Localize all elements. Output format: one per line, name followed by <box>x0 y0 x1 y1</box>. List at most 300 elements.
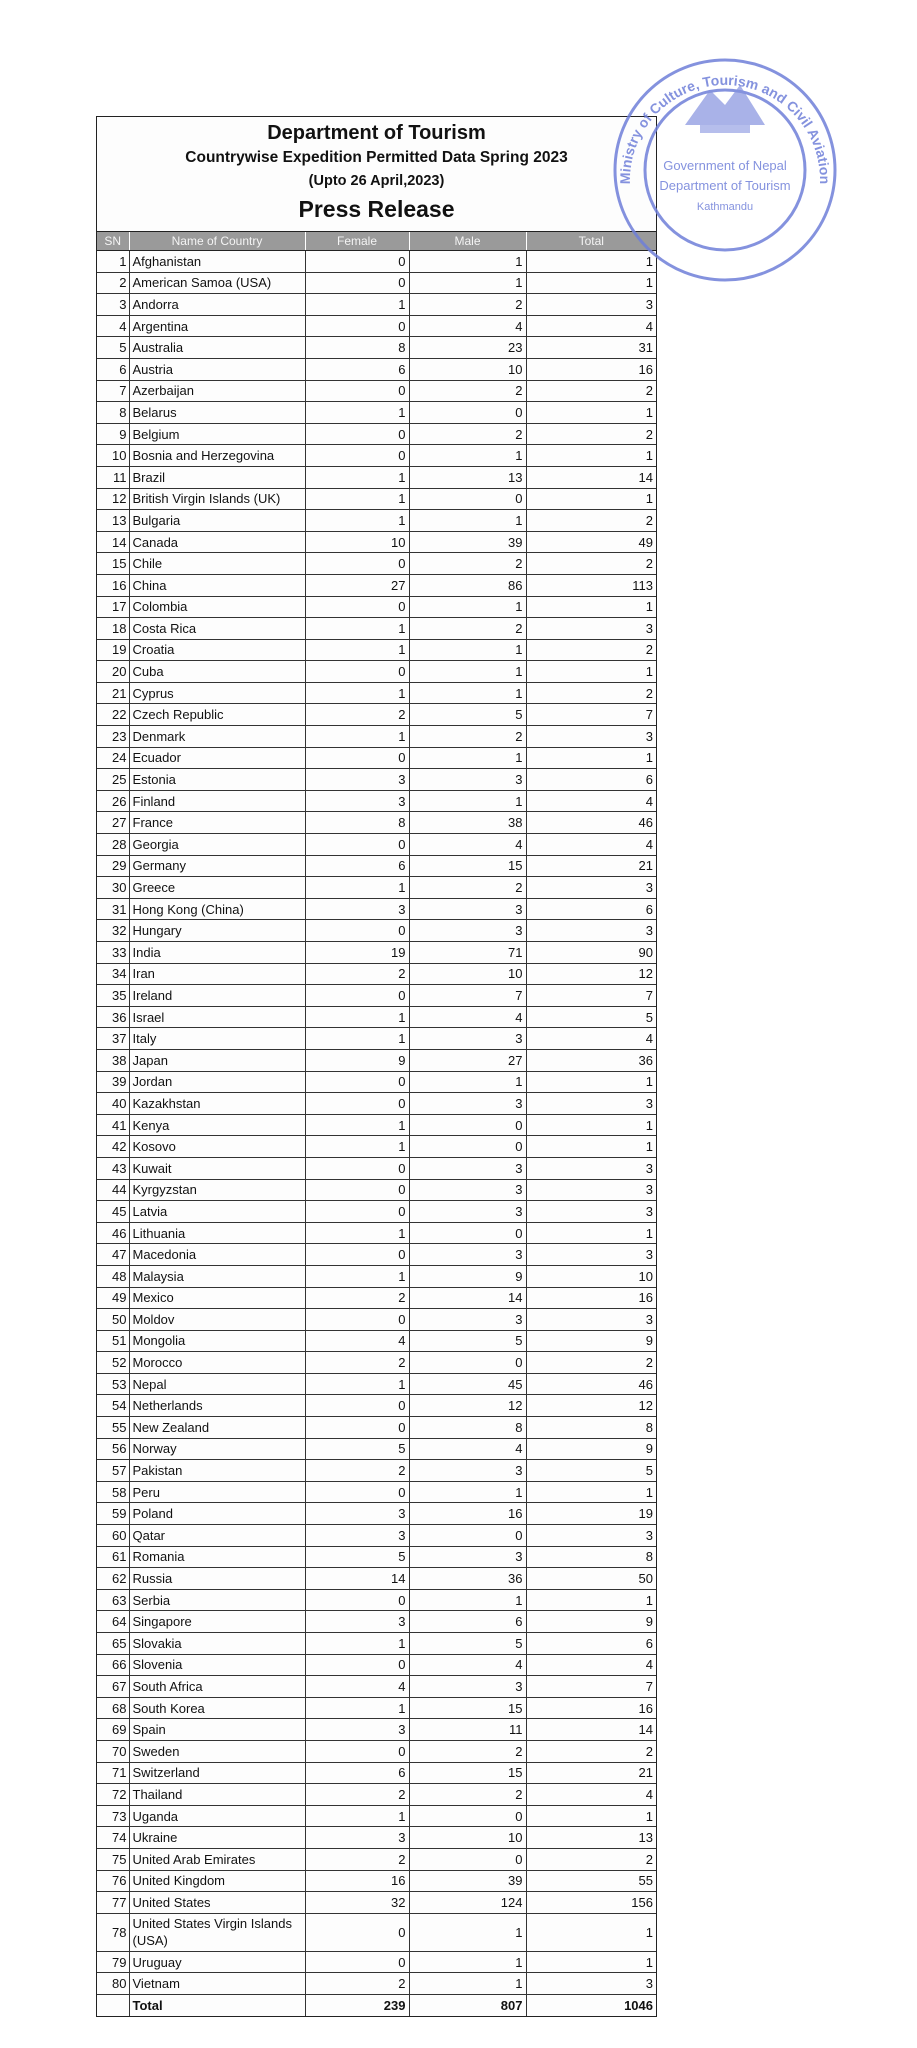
sn-cell: 78 <box>97 1913 129 1951</box>
table-row <box>97 531 656 553</box>
table-row <box>97 1676 656 1698</box>
table-row <box>97 1848 656 1870</box>
total-male: 807 <box>409 1994 526 2015</box>
female-cell: 0 <box>305 380 409 402</box>
sn-cell: 77 <box>97 1892 129 1914</box>
total-cell: 12 <box>526 1395 656 1417</box>
male-cell: 27 <box>409 1049 526 1071</box>
country-cell: Norway <box>129 1438 305 1460</box>
total-row <box>97 1994 656 2015</box>
table-row <box>97 1951 656 1973</box>
country-cell: Bosnia and Herzegovina <box>129 445 305 467</box>
male-cell: 39 <box>409 1870 526 1892</box>
table-row <box>97 445 656 467</box>
table-row <box>97 1460 656 1482</box>
female-cell: 0 <box>305 1417 409 1439</box>
male-cell: 0 <box>409 488 526 510</box>
table-row <box>97 1568 656 1590</box>
male-cell: 0 <box>409 1525 526 1547</box>
country-cell: Switzerland <box>129 1762 305 1784</box>
sn-cell: 18 <box>97 618 129 640</box>
table-row <box>97 1373 656 1395</box>
sn-cell: 43 <box>97 1157 129 1179</box>
total-cell: 1 <box>526 488 656 510</box>
country-cell: Ukraine <box>129 1827 305 1849</box>
sn-cell: 22 <box>97 704 129 726</box>
total-cell: 3 <box>526 294 656 316</box>
country-cell: Ecuador <box>129 747 305 769</box>
total-sn-cell <box>97 1994 129 2015</box>
country-cell: China <box>129 574 305 596</box>
table-row <box>97 1179 656 1201</box>
female-cell: 4 <box>305 1330 409 1352</box>
total-cell: 2 <box>526 553 656 575</box>
total-cell: 3 <box>526 726 656 748</box>
sn-cell: 75 <box>97 1848 129 1870</box>
total-cell: 2 <box>526 1848 656 1870</box>
country-cell: Uruguay <box>129 1951 305 1973</box>
sn-cell: 37 <box>97 1028 129 1050</box>
table-row <box>97 855 656 877</box>
table-row <box>97 1719 656 1741</box>
female-cell: 32 <box>305 1892 409 1914</box>
total-cell: 16 <box>526 358 656 380</box>
table-row <box>97 380 656 402</box>
table-row <box>97 682 656 704</box>
country-cell: Germany <box>129 855 305 877</box>
table-row <box>97 596 656 618</box>
sn-cell: 33 <box>97 942 129 964</box>
total-cell: 50 <box>526 1568 656 1590</box>
sn-cell: 19 <box>97 639 129 661</box>
male-cell: 2 <box>409 618 526 640</box>
sn-cell: 10 <box>97 445 129 467</box>
sn-cell: 70 <box>97 1740 129 1762</box>
female-cell: 1 <box>305 1265 409 1287</box>
sn-cell: 66 <box>97 1654 129 1676</box>
country-cell: Spain <box>129 1719 305 1741</box>
male-cell: 1 <box>409 1589 526 1611</box>
table-row <box>97 661 656 683</box>
country-cell: Poland <box>129 1503 305 1525</box>
table-row <box>97 1697 656 1719</box>
total-cell: 3 <box>526 1201 656 1223</box>
total-cell: 12 <box>526 963 656 985</box>
female-cell: 0 <box>305 251 409 273</box>
country-cell: Russia <box>129 1568 305 1590</box>
female-cell: 0 <box>305 1071 409 1093</box>
male-cell: 0 <box>409 1805 526 1827</box>
country-cell: Cyprus <box>129 682 305 704</box>
total-cell: 1 <box>526 1805 656 1827</box>
country-cell: Macedonia <box>129 1244 305 1266</box>
sn-cell: 49 <box>97 1287 129 1309</box>
sn-cell: 30 <box>97 877 129 899</box>
total-cell: 3 <box>526 1309 656 1331</box>
table-row <box>97 1784 656 1806</box>
female-cell: 2 <box>305 963 409 985</box>
female-cell: 0 <box>305 445 409 467</box>
female-cell: 1 <box>305 1006 409 1028</box>
total-cell: 2 <box>526 682 656 704</box>
column-header-female: Female <box>305 232 409 251</box>
male-cell: 0 <box>409 1114 526 1136</box>
female-cell: 0 <box>305 1951 409 1973</box>
male-cell: 2 <box>409 380 526 402</box>
male-cell: 1 <box>409 682 526 704</box>
female-cell: 9 <box>305 1049 409 1071</box>
total-cell: 90 <box>526 942 656 964</box>
female-cell: 0 <box>305 1395 409 1417</box>
female-cell: 0 <box>305 985 409 1007</box>
sn-cell: 74 <box>97 1827 129 1849</box>
table-row <box>97 1049 656 1071</box>
country-cell: Iran <box>129 963 305 985</box>
total-cell: 3 <box>526 1244 656 1266</box>
table-row <box>97 747 656 769</box>
table-row <box>97 488 656 510</box>
female-cell: 1 <box>305 726 409 748</box>
table-row <box>97 985 656 1007</box>
total-cell: 1 <box>526 1481 656 1503</box>
sn-cell: 47 <box>97 1244 129 1266</box>
male-cell: 0 <box>409 1352 526 1374</box>
total-cell: 36 <box>526 1049 656 1071</box>
table-row <box>97 1006 656 1028</box>
female-cell: 1 <box>305 1114 409 1136</box>
country-cell: Kuwait <box>129 1157 305 1179</box>
press-release-heading: Press Release <box>298 196 455 222</box>
country-cell: British Virgin Islands (UK) <box>129 488 305 510</box>
table-row <box>97 942 656 964</box>
sn-cell: 6 <box>97 358 129 380</box>
sn-cell: 7 <box>97 380 129 402</box>
total-cell: 2 <box>526 423 656 445</box>
press-release-document <box>96 116 657 2017</box>
sn-cell: 35 <box>97 985 129 1007</box>
male-cell: 3 <box>409 1093 526 1115</box>
male-cell: 1 <box>409 272 526 294</box>
total-cell: 4 <box>526 1784 656 1806</box>
sn-cell: 32 <box>97 920 129 942</box>
total-cell: 14 <box>526 466 656 488</box>
male-cell: 3 <box>409 769 526 791</box>
country-cell: Peru <box>129 1481 305 1503</box>
country-cell: Andorra <box>129 294 305 316</box>
column-header-country: Name of Country <box>129 232 305 251</box>
sn-cell: 34 <box>97 963 129 985</box>
total-cell: 1 <box>526 1136 656 1158</box>
male-cell: 1 <box>409 510 526 532</box>
female-cell: 0 <box>305 1913 409 1951</box>
country-cell: Kosovo <box>129 1136 305 1158</box>
total-cell: 156 <box>526 1892 656 1914</box>
sn-cell: 46 <box>97 1222 129 1244</box>
country-cell: New Zealand <box>129 1417 305 1439</box>
table-row <box>97 466 656 488</box>
table-row <box>97 574 656 596</box>
female-cell: 1 <box>305 1222 409 1244</box>
female-cell: 5 <box>305 1546 409 1568</box>
male-cell: 3 <box>409 898 526 920</box>
total-cell: 1 <box>526 596 656 618</box>
table-row <box>97 769 656 791</box>
country-cell: Belarus <box>129 402 305 424</box>
total-cell: 3 <box>526 1157 656 1179</box>
female-cell: 0 <box>305 553 409 575</box>
total-label: Total <box>129 1994 305 2015</box>
total-cell: 4 <box>526 1028 656 1050</box>
country-cell: Malaysia <box>129 1265 305 1287</box>
sn-cell: 64 <box>97 1611 129 1633</box>
country-cell: Latvia <box>129 1201 305 1223</box>
country-cell: Japan <box>129 1049 305 1071</box>
country-cell: Italy <box>129 1028 305 1050</box>
total-cell: 6 <box>526 769 656 791</box>
female-cell: 8 <box>305 337 409 359</box>
table-header-row <box>97 232 656 251</box>
country-cell: Belgium <box>129 423 305 445</box>
total-cell: 1 <box>526 1222 656 1244</box>
expedition-table <box>97 232 656 2016</box>
total-cell: 31 <box>526 337 656 359</box>
male-cell: 1 <box>409 1951 526 1973</box>
country-cell: Kenya <box>129 1114 305 1136</box>
total-cell: 1 <box>526 402 656 424</box>
total-cell: 1 <box>526 1951 656 1973</box>
female-cell: 6 <box>305 358 409 380</box>
sn-cell: 25 <box>97 769 129 791</box>
female-cell: 2 <box>305 1973 409 1995</box>
table-row <box>97 1805 656 1827</box>
country-cell: Chile <box>129 553 305 575</box>
male-cell: 45 <box>409 1373 526 1395</box>
female-cell: 4 <box>305 1676 409 1698</box>
male-cell: 3 <box>409 1179 526 1201</box>
total-cell: 1 <box>526 1114 656 1136</box>
sn-cell: 2 <box>97 272 129 294</box>
sn-cell: 16 <box>97 574 129 596</box>
female-cell: 3 <box>305 1827 409 1849</box>
male-cell: 9 <box>409 1265 526 1287</box>
female-cell: 0 <box>305 1201 409 1223</box>
total-cell: 10 <box>526 1265 656 1287</box>
female-cell: 10 <box>305 531 409 553</box>
total-cell: 3 <box>526 877 656 899</box>
female-cell: 2 <box>305 1848 409 1870</box>
sn-cell: 45 <box>97 1201 129 1223</box>
country-cell: Singapore <box>129 1611 305 1633</box>
country-cell: Vietnam <box>129 1973 305 1995</box>
table-row <box>97 1546 656 1568</box>
table-row <box>97 1265 656 1287</box>
female-cell: 1 <box>305 294 409 316</box>
female-cell: 5 <box>305 1438 409 1460</box>
country-cell: Nepal <box>129 1373 305 1395</box>
country-cell: Mongolia <box>129 1330 305 1352</box>
male-cell: 10 <box>409 358 526 380</box>
country-cell: United States Virgin Islands (USA) <box>129 1913 305 1951</box>
country-cell: South Korea <box>129 1697 305 1719</box>
total-cell: 2 <box>526 1740 656 1762</box>
country-cell: Qatar <box>129 1525 305 1547</box>
total-cell: 1 <box>526 272 656 294</box>
total-cell: 7 <box>526 704 656 726</box>
sn-cell: 17 <box>97 596 129 618</box>
male-cell: 1 <box>409 596 526 618</box>
total-cell: 8 <box>526 1417 656 1439</box>
country-cell: Estonia <box>129 769 305 791</box>
total-cell: 9 <box>526 1330 656 1352</box>
table-row <box>97 639 656 661</box>
total-cell: 1 <box>526 251 656 273</box>
department-title: Department of Tourism <box>267 122 486 144</box>
total-cell: 16 <box>526 1697 656 1719</box>
table-row <box>97 1827 656 1849</box>
table-row <box>97 618 656 640</box>
table-row <box>97 423 656 445</box>
table-row <box>97 1589 656 1611</box>
table-row <box>97 337 656 359</box>
total-cell: 2 <box>526 510 656 532</box>
female-cell: 2 <box>305 1460 409 1482</box>
total-cell: 1 <box>526 445 656 467</box>
sn-cell: 3 <box>97 294 129 316</box>
country-cell: Kazakhstan <box>129 1093 305 1115</box>
table-row <box>97 510 656 532</box>
male-cell: 1 <box>409 445 526 467</box>
table-row <box>97 1136 656 1158</box>
country-cell: Serbia <box>129 1589 305 1611</box>
table-row <box>97 1481 656 1503</box>
total-cell: 14 <box>526 1719 656 1741</box>
country-cell: Sweden <box>129 1740 305 1762</box>
table-row <box>97 1762 656 1784</box>
total-cell: 1 <box>526 1589 656 1611</box>
female-cell: 3 <box>305 1719 409 1741</box>
table-row <box>97 1740 656 1762</box>
male-cell: 1 <box>409 790 526 812</box>
male-cell: 14 <box>409 1287 526 1309</box>
total-total: 1046 <box>624 1997 653 2013</box>
total-cell: 7 <box>526 985 656 1007</box>
male-cell: 38 <box>409 812 526 834</box>
country-cell: Georgia <box>129 834 305 856</box>
sn-cell: 69 <box>97 1719 129 1741</box>
sn-cell: 40 <box>97 1093 129 1115</box>
male-cell: 0 <box>409 402 526 424</box>
male-cell: 86 <box>409 574 526 596</box>
country-cell: Morocco <box>129 1352 305 1374</box>
total-cell: 2 <box>526 380 656 402</box>
country-cell: Cuba <box>129 661 305 683</box>
total-cell: 1 <box>526 1913 656 1951</box>
sn-cell: 50 <box>97 1309 129 1331</box>
male-cell: 2 <box>409 877 526 899</box>
male-cell: 2 <box>409 294 526 316</box>
total-cell: 1 <box>526 1071 656 1093</box>
country-cell: Colombia <box>129 596 305 618</box>
column-header-total: Total <box>526 232 656 251</box>
female-cell: 2 <box>305 704 409 726</box>
female-cell: 1 <box>305 402 409 424</box>
total-female: 239 <box>305 1994 409 2015</box>
country-cell: France <box>129 812 305 834</box>
stamp-line1: Government of Nepal <box>663 158 787 173</box>
total-cell: 3 <box>526 1525 656 1547</box>
report-subtitle: Countrywise Expedition Permitted Data Spring 2023 <box>185 149 568 166</box>
male-cell: 4 <box>409 1438 526 1460</box>
male-cell: 0 <box>409 1136 526 1158</box>
country-cell: American Samoa (USA) <box>129 272 305 294</box>
sn-cell: 61 <box>97 1546 129 1568</box>
female-cell: 0 <box>305 1244 409 1266</box>
female-cell: 0 <box>305 1157 409 1179</box>
male-cell: 1 <box>409 661 526 683</box>
table-row <box>97 1330 656 1352</box>
male-cell: 13 <box>409 466 526 488</box>
total-cell: 21 <box>526 855 656 877</box>
total-cell: 2 <box>526 639 656 661</box>
male-cell: 4 <box>409 1006 526 1028</box>
male-cell: 3 <box>409 1157 526 1179</box>
female-cell: 0 <box>305 272 409 294</box>
female-cell: 1 <box>305 682 409 704</box>
total-cell: 7 <box>526 1676 656 1698</box>
country-cell: Slovenia <box>129 1654 305 1676</box>
sn-cell: 80 <box>97 1973 129 1995</box>
country-cell: Hong Kong (China) <box>129 898 305 920</box>
male-cell: 1 <box>409 1913 526 1951</box>
country-cell: Bulgaria <box>129 510 305 532</box>
total-cell: 55 <box>526 1870 656 1892</box>
male-cell: 2 <box>409 423 526 445</box>
table-body <box>97 251 656 1995</box>
date-note: (Upto 26 April,2023) <box>308 173 445 189</box>
male-cell: 16 <box>409 1503 526 1525</box>
female-cell: 0 <box>305 1740 409 1762</box>
total-cell: 5 <box>526 1460 656 1482</box>
female-cell: 1 <box>305 510 409 532</box>
total-cell: 21 <box>526 1762 656 1784</box>
male-cell: 3 <box>409 1201 526 1223</box>
table-row <box>97 1913 656 1951</box>
table-row <box>97 1395 656 1417</box>
table-row <box>97 1525 656 1547</box>
female-cell: 0 <box>305 834 409 856</box>
male-cell: 23 <box>409 337 526 359</box>
male-cell: 36 <box>409 1568 526 1590</box>
male-cell: 1 <box>409 1071 526 1093</box>
male-cell: 4 <box>409 1654 526 1676</box>
sn-cell: 36 <box>97 1006 129 1028</box>
table-row <box>97 812 656 834</box>
sn-cell: 14 <box>97 531 129 553</box>
country-cell: Croatia <box>129 639 305 661</box>
female-cell: 3 <box>305 1525 409 1547</box>
total-cell: 49 <box>526 531 656 553</box>
male-cell: 4 <box>409 834 526 856</box>
table-row <box>97 1503 656 1525</box>
table-row <box>97 920 656 942</box>
sn-cell: 24 <box>97 747 129 769</box>
sn-cell: 68 <box>97 1697 129 1719</box>
table-row <box>97 1438 656 1460</box>
male-cell: 1 <box>409 251 526 273</box>
table-row <box>97 898 656 920</box>
male-cell: 15 <box>409 1762 526 1784</box>
sn-cell: 12 <box>97 488 129 510</box>
